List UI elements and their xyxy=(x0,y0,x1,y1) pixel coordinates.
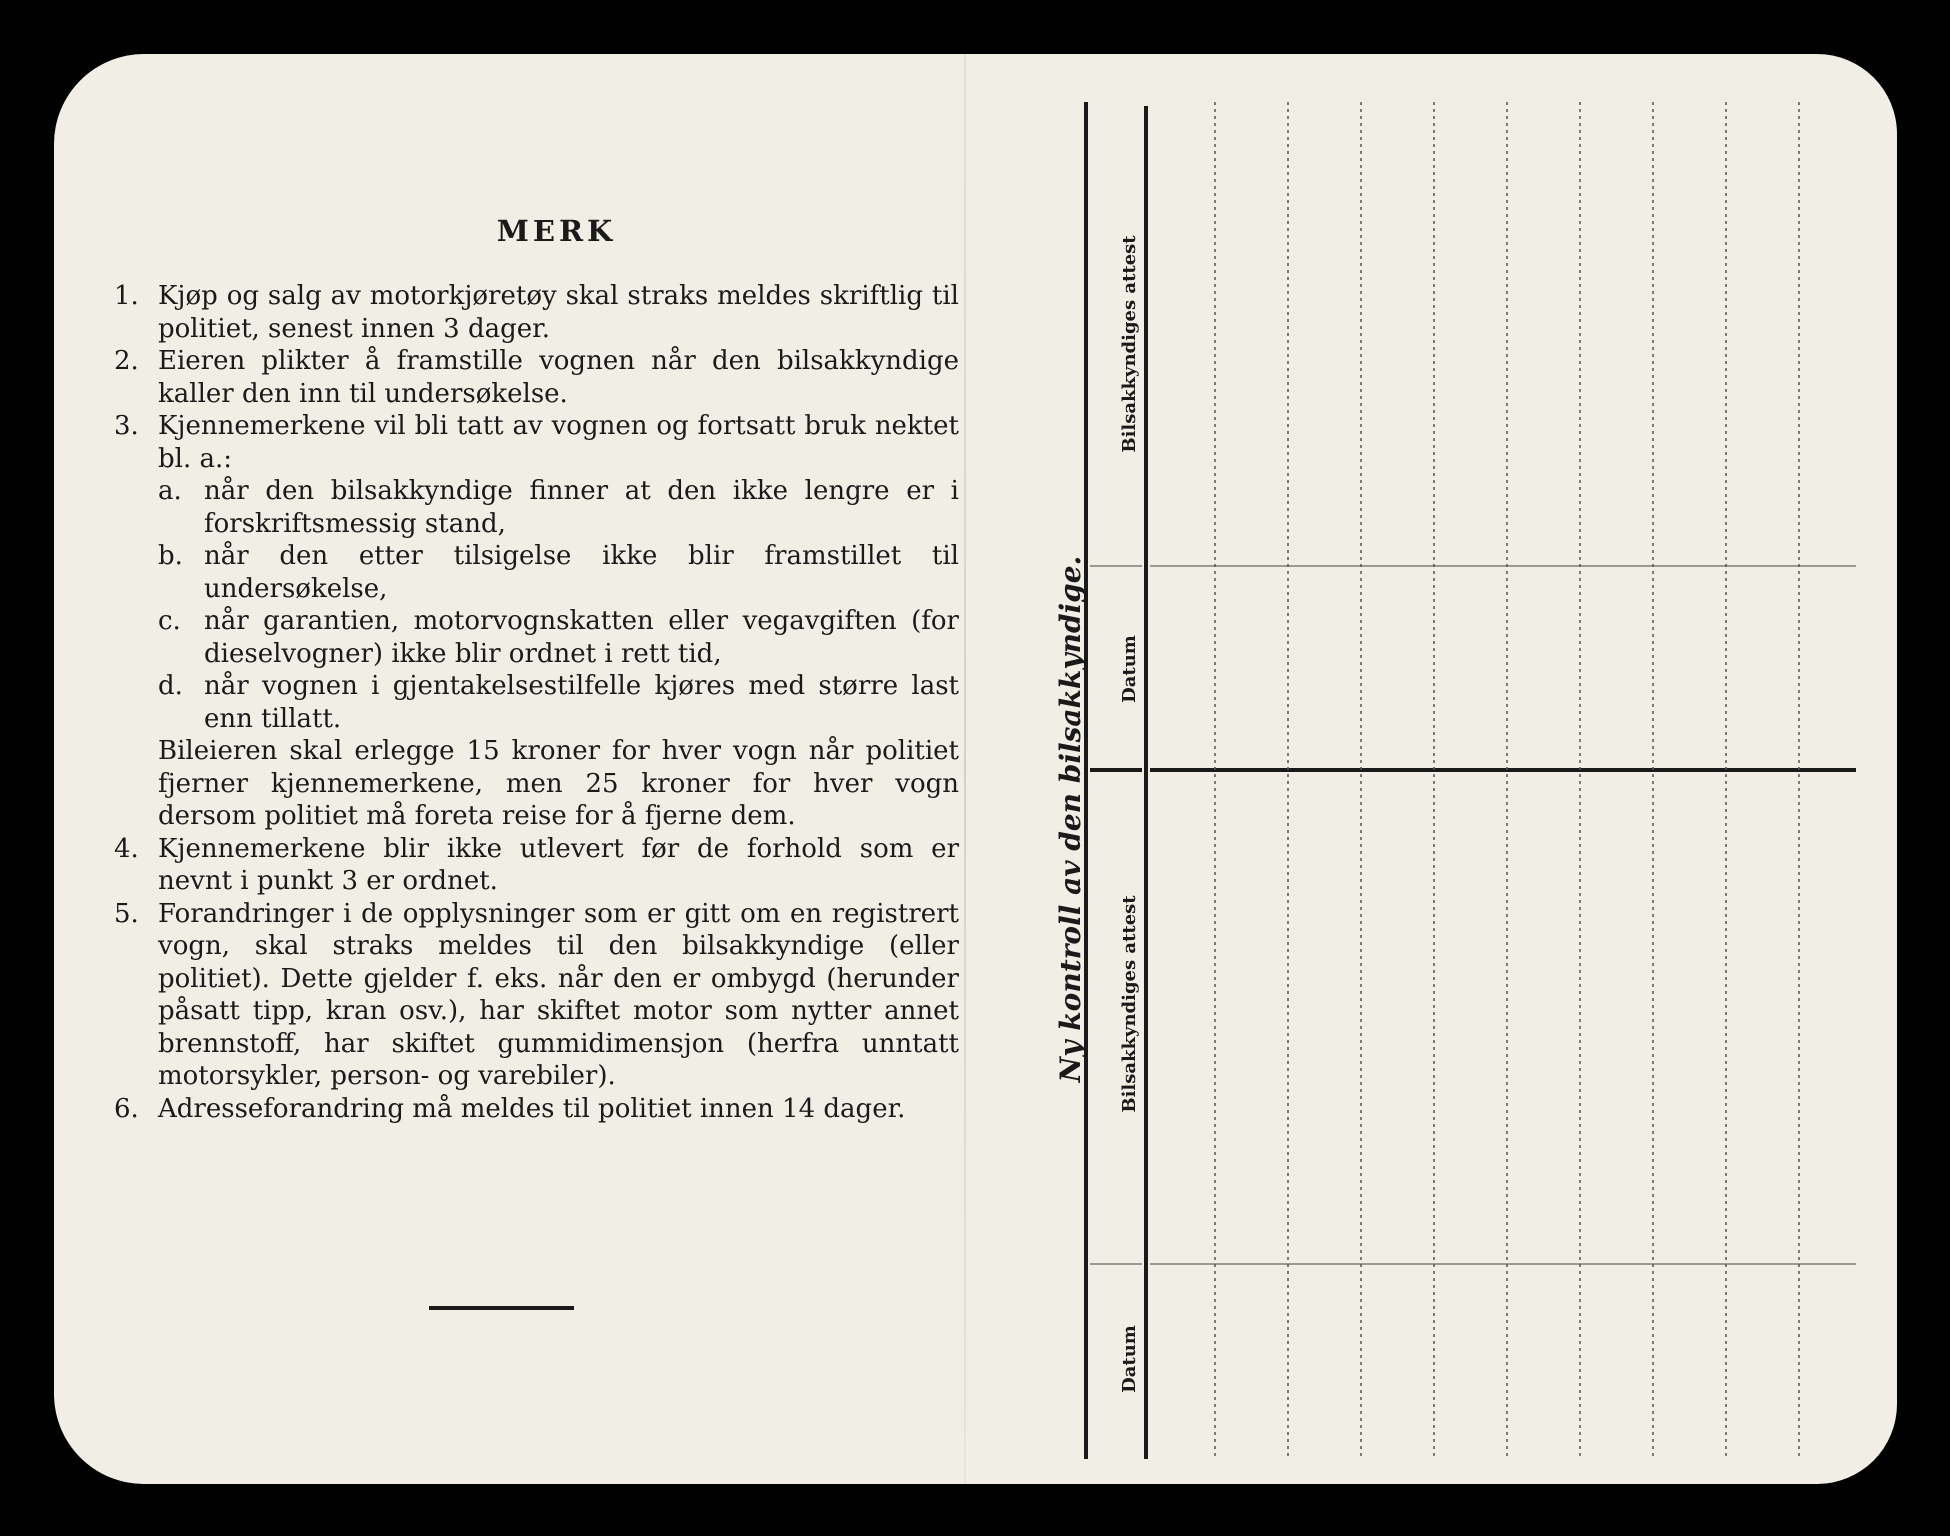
grid-dotted-lines xyxy=(1215,102,1799,1459)
rule-text: Kjennemerkene vil bli tatt av vognen og fortsatt bruk nektet bl. a.: xyxy=(158,411,959,474)
rule-text: Kjøp og salg av motorkjøretøy skal straks meldes skriftlig til politiet, senest innen 3 dager. xyxy=(158,281,959,344)
rule-text: Adresseforandring må meldes til politiet innen 14 dager. xyxy=(158,1093,906,1124)
registration-card xyxy=(54,54,1897,1484)
attest-label-top: Bilsakkyndiges attest xyxy=(1119,235,1140,453)
rule-3-after: Bileieren skal erlegge 15 kroner for hver vogn når politiet fjerner kjennemerkene, men 25 kroner for hver vogn dersom politiet må foreta reise for å fjerne dem. xyxy=(158,736,959,831)
rule-text: Forandringer i de opplysninger som er gitt om en registrert vogn, skal straks meldes til den bilsakkyndige (eller politiet). Dette gjelder f. eks. når den er ombygd (herunder påsatt tipp, kran osv.), har skiftet motor som nytter annet brennstoff, har skiftet gummidimensjon (herfra unntatt motorsykler, person- og varebiler). xyxy=(158,898,959,1091)
rule-number: 2. xyxy=(114,346,139,376)
sub-text: når garantien, motorvognskatten eller vegavgiften (for dieselvogner) ikke blir ordnet i rett tid, xyxy=(204,606,959,669)
sub-letter: b. xyxy=(158,541,183,571)
side-title: Ny kontroll av den bilsakkyndige. xyxy=(1054,555,1087,1083)
rule-number: 3. xyxy=(114,411,139,441)
merk-title: MERK xyxy=(496,214,617,248)
attest-label-bottom: Bilsakkyndiges attest xyxy=(1119,895,1140,1113)
sub-text: når vognen i gjentakelsestilfelle kjøres med større last enn tillatt. xyxy=(204,671,959,734)
rule-text: Kjennemerkene blir ikke utlevert før de forhold som er nevnt i punkt 3 er ordnet. xyxy=(158,833,959,896)
rule-number: 4. xyxy=(114,833,139,864)
control-grid xyxy=(54,54,1897,1484)
sub-letter: c. xyxy=(158,606,181,636)
rule-number: 6. xyxy=(114,1093,139,1124)
sub-text: når den etter tilsigelse ikke blir framstillet til undersøkelse, xyxy=(204,541,959,604)
datum-label-bottom: Datum xyxy=(1119,1325,1140,1393)
rule-text: Eieren plikter å framstille vognen når den bilsakkyndige kaller den inn til undersøkelse. xyxy=(158,346,959,409)
datum-label-top: Datum xyxy=(1119,635,1140,703)
sub-text: når den bilsakkyndige finner at den ikke lengre er i forskriftsmessig stand, xyxy=(204,476,959,539)
rule-number: 1. xyxy=(114,281,139,311)
sub-letter: a. xyxy=(158,476,182,506)
rule-number: 5. xyxy=(114,898,139,929)
sub-letter: d. xyxy=(158,671,183,701)
